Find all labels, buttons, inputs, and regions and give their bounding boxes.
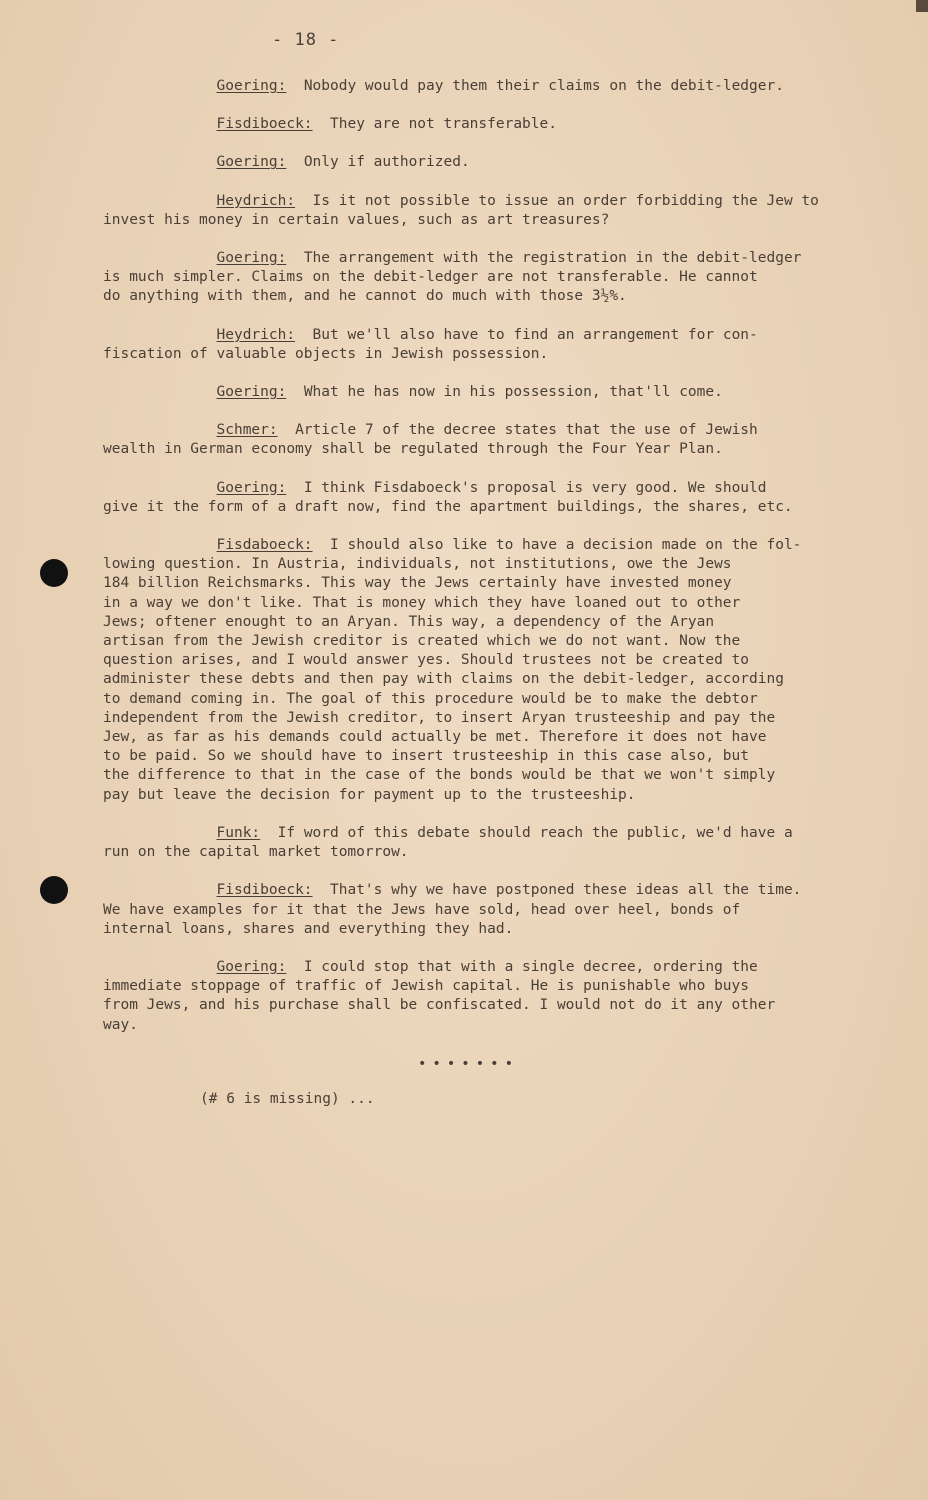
dialogue-paragraph <box>103 249 863 307</box>
dialogue-line: They are not transferable. <box>330 116 557 133</box>
dialogue-line: is much simpler. Claims on the debit-ledger are not transferable. He cannot <box>103 269 758 286</box>
speaker-name: Heydrich: <box>216 192 296 209</box>
speaker-name: Goering: <box>216 250 287 267</box>
speaker-name: Funk: <box>216 824 261 841</box>
dialogue-paragraph <box>103 153 863 172</box>
dialogue-line: give it the form of a draft now, find the apartment buildings, the shares, etc. <box>103 498 793 515</box>
dialogue-paragraph <box>103 421 863 459</box>
dialogue-line: The arrangement with the registration in the debit-ledger <box>303 250 802 267</box>
dialogue-line: in a way we don't like. That is money which they have loaned out to other <box>103 594 741 611</box>
dialogue-line: Jew, as far as his demands could actually be met. Therefore it does not have <box>103 729 767 746</box>
dialogue-line: What he has now in his possession, that'll come. <box>303 384 723 401</box>
dialogue-line: If word of this debate should reach the public, we'd have a <box>277 824 793 841</box>
dialogue-line: I could stop that with a single decree, ordering the <box>303 958 758 975</box>
dialogue-line: to be paid. So we should have to insert trusteeship in this case also, but <box>103 748 750 765</box>
dialogue-line: wealth in German economy shall be regulated through the Four Year Plan. <box>103 441 723 458</box>
speaker-name: Goering: <box>216 154 287 171</box>
dialogue-line: from Jews, and his purchase shall be confiscated. I would not do it any other <box>103 997 776 1014</box>
dialogue-line: Is it not possible to issue an order forbidding the Jew to <box>312 192 819 209</box>
dialogue-line: Nobody would pay them their claims on the debit-ledger. <box>303 78 784 94</box>
section-separator: ••••••• <box>418 1056 520 1072</box>
dialogue-line: internal loans, shares and everything they had. <box>103 920 514 937</box>
page-number: - 18 - <box>272 30 340 50</box>
dialogue-line: independent from the Jewish creditor, to insert Aryan trusteeship and pay the <box>103 709 776 726</box>
dialogue-line: do anything with them, and he cannot do much with those 3½%. <box>103 288 627 305</box>
dialogue-paragraph <box>103 115 863 134</box>
speaker-name: Fisdiboeck: <box>216 116 313 133</box>
speaker-name: Schmer: <box>216 422 278 439</box>
missing-page-note: (# 6 is missing) ... <box>200 1091 375 1107</box>
dialogue-line: But we'll also have to find an arrangement for con- <box>312 326 758 343</box>
dialogue-paragraph <box>103 536 863 805</box>
dialogue-line: question arises, and I would answer yes. Should trustees not be created to <box>103 652 750 669</box>
dialogue-line: immediate stoppage of traffic of Jewish capital. He is punishable who buys <box>103 978 750 995</box>
dialogue-paragraph <box>103 479 863 517</box>
dialogue-line: the difference to that in the case of the bonds would be that we won't simply <box>103 767 776 784</box>
transcript-body <box>103 77 863 1054</box>
dialogue-line: I should also like to have a decision made on the fol- <box>330 537 802 554</box>
dialogue-line: to demand coming in. The goal of this procedure would be to make the debtor <box>103 690 758 707</box>
speaker-name: Heydrich: <box>216 326 296 343</box>
speaker-name: Fisdiboeck: <box>216 882 313 899</box>
dialogue-line: I think Fisdaboeck's proposal is very good. We should <box>303 479 767 496</box>
speaker-name: Goering: <box>216 384 287 401</box>
punch-hole-bottom <box>40 876 68 904</box>
speaker-name: Fisdaboeck: <box>216 537 313 554</box>
dialogue-paragraph <box>103 881 863 939</box>
dialogue-line: Only if authorized. <box>303 154 470 171</box>
dialogue-paragraph <box>103 192 863 230</box>
dialogue-line: That's why we have postponed these ideas all the time. <box>330 882 802 899</box>
dialogue-paragraph <box>103 958 863 1035</box>
dialogue-line: fiscation of valuable objects in Jewish possession. <box>103 345 549 362</box>
dialogue-line: run on the capital market tomorrow. <box>103 844 409 861</box>
dialogue-line: pay but leave the decision for payment up to the trusteeship. <box>103 786 636 803</box>
speaker-name: Goering: <box>216 479 287 496</box>
dialogue-line: Article 7 of the decree states that the use of Jewish <box>295 422 758 439</box>
punch-hole-top <box>40 559 68 587</box>
dialogue-line: artisan from the Jewish creditor is created which we do not want. Now the <box>103 633 741 650</box>
speaker-name: Goering: <box>216 78 287 94</box>
dialogue-paragraph <box>103 77 863 96</box>
dialogue-line: 184 billion Reichsmarks. This way the Jews certainly have invested money <box>103 575 732 592</box>
dialogue-line: We have examples for it that the Jews have sold, head over heel, bonds of <box>103 901 741 918</box>
dialogue-line: lowing question. In Austria, individuals, not institutions, owe the Jews <box>103 556 732 573</box>
dialogue-line: invest his money in certain values, such as art treasures? <box>103 211 610 228</box>
dialogue-line: administer these debts and then pay with claims on the debit-ledger, according <box>103 671 784 688</box>
dialogue-paragraph <box>103 326 863 364</box>
dialogue-paragraph <box>103 383 863 402</box>
dialogue-paragraph <box>103 824 863 862</box>
speaker-name: Goering: <box>216 958 287 975</box>
dialogue-line: way. <box>103 1016 138 1033</box>
corner-mark <box>916 0 928 12</box>
dialogue-line: Jews; oftener enought to an Aryan. This way, a dependency of the Aryan <box>103 613 715 630</box>
